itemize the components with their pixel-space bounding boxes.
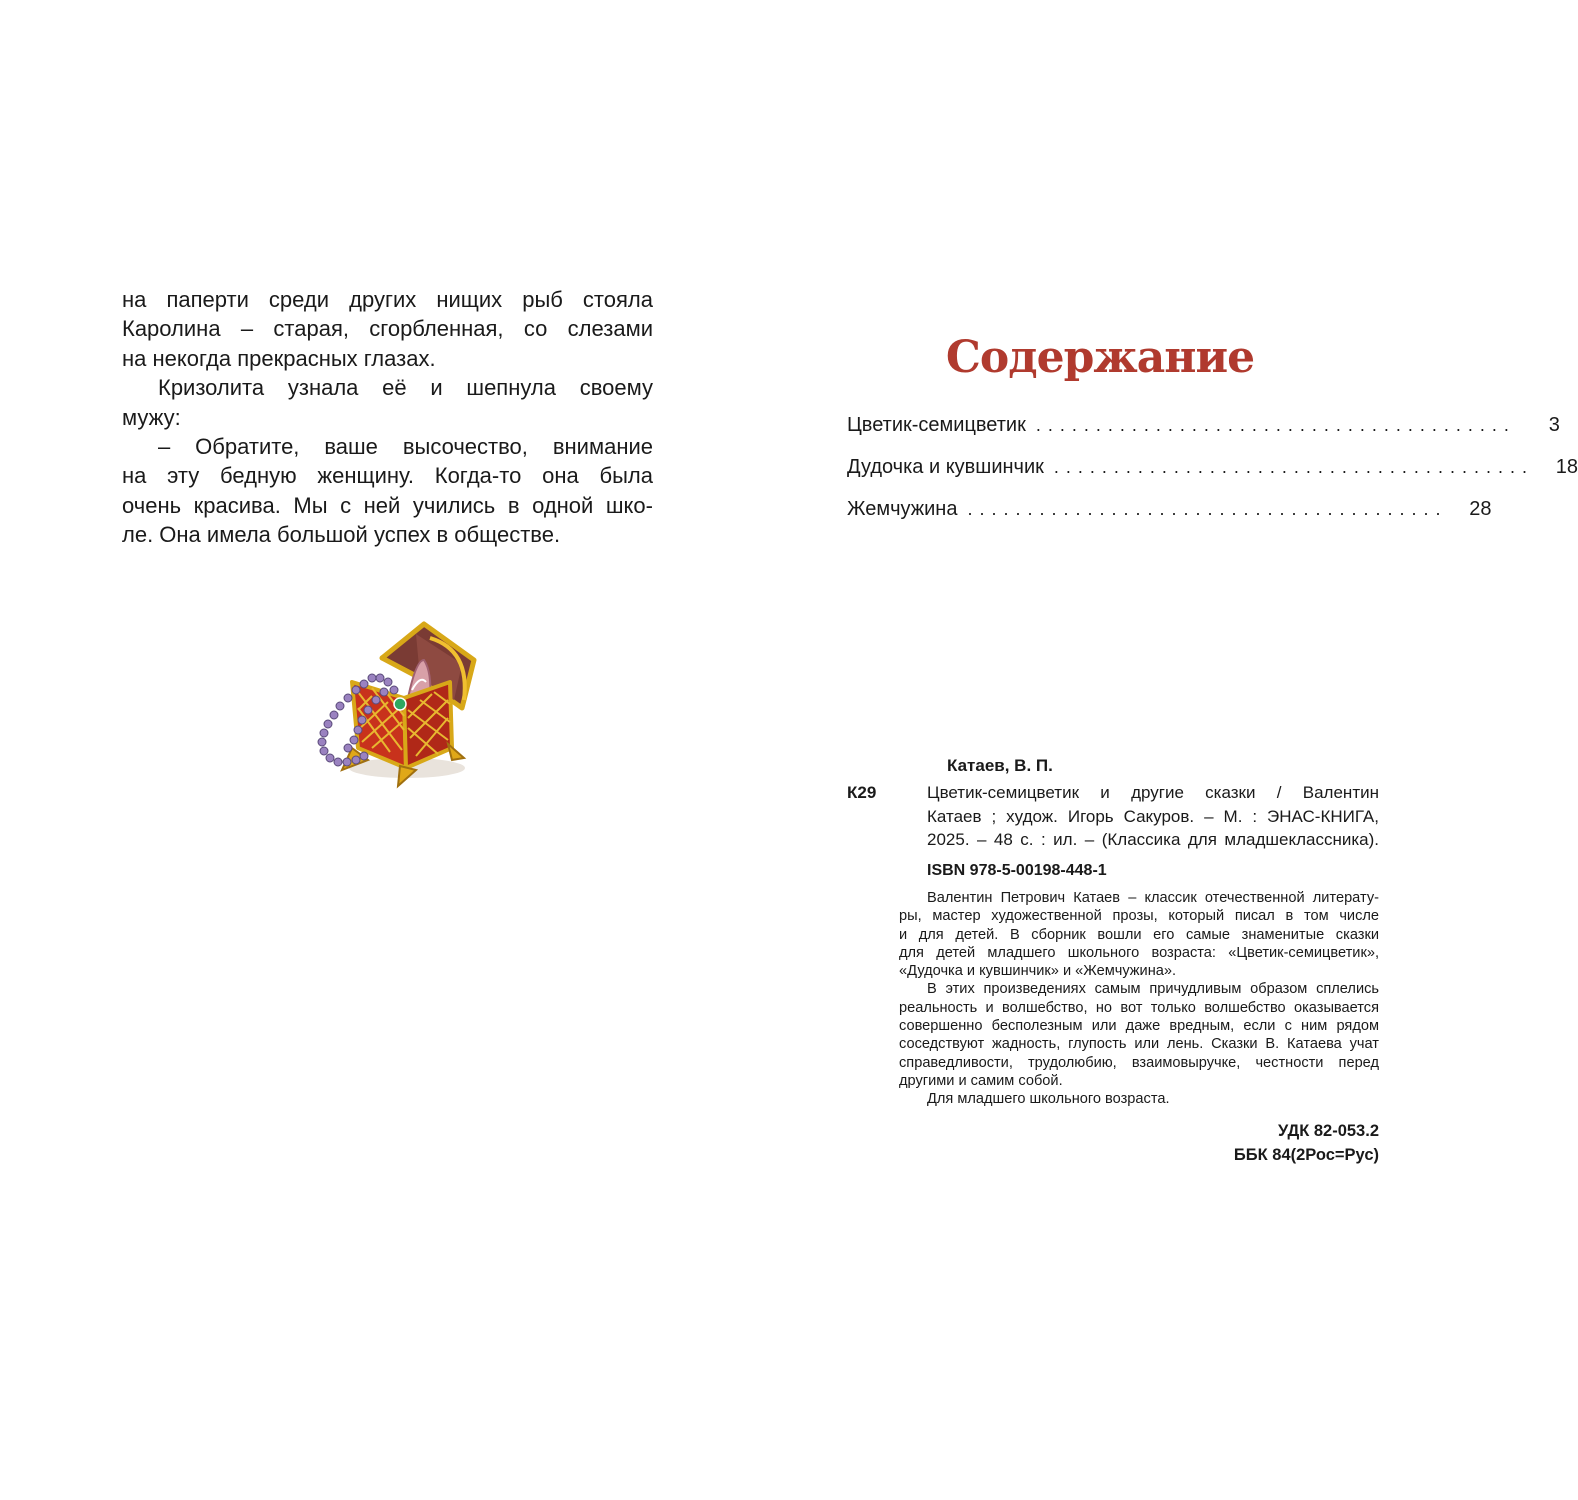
toc-entry[interactable] [847, 414, 1560, 456]
right-page [750, 0, 1578, 1500]
toc-entry-page: 28 [1469, 498, 1492, 520]
story-line: Каролина – старая, сгорбленная, со слезами [122, 316, 653, 342]
toc-entry-title: Дудочка и кувшинчик [847, 456, 1044, 478]
toc-leader-dots: ........................................ [1053, 457, 1534, 477]
story-text [122, 285, 653, 550]
toc-entry-title: Жемчужина [847, 498, 958, 520]
annotation-line: совершенно бесполезным или даже вредным, если с ним рядом [899, 1018, 1379, 1035]
table-of-contents [847, 414, 1578, 540]
treasure-chest-with-pearls-icon [312, 620, 482, 790]
biblio-description-line: Катаев ; худож. Игорь Сакуров. – М. : ЭНАС-КНИГА, [927, 806, 1379, 826]
toc-leader-dots: ........................................ [1035, 415, 1516, 435]
biblio-author-code: К29 [847, 783, 877, 802]
annotation-line: и для детей. В сборник вошли его самые знаменитые сказки [899, 926, 1379, 943]
toc-entry-title: Цветик-семицветик [847, 414, 1026, 436]
story-line: на некогда прекрасных глазах. [122, 345, 436, 371]
annotation-line: Для младшего школьного возраста. [927, 1091, 1170, 1108]
annotation-line: реальность и волшебство, но вот только волшебство оказывается [899, 999, 1379, 1016]
biblio-description [927, 781, 1379, 852]
bbk-code: ББК 84(2Рос=Рус) [1233, 1146, 1379, 1164]
annotation-line: соседствуют жадность, глупость или лень. Сказки В. Катаева учат [899, 1036, 1379, 1053]
story-line: на паперти среди других нищих рыб стояла [122, 287, 653, 312]
toc-entry-page: 3 [1548, 414, 1560, 436]
biblio-author: Катаев, В. П. [947, 756, 1053, 775]
story-line: очень красива. Мы с ней учились в одной шко- [122, 492, 653, 518]
annotation-line: ры, мастер художественной прозы, который писал в том числе [899, 908, 1379, 925]
biblio-annotation [899, 889, 1379, 1109]
annotation-line: другими и самим собой. [899, 1072, 1063, 1089]
left-page [0, 0, 750, 1500]
story-line: – Обратите, ваше высочество, внимание [158, 434, 653, 460]
classification-codes [1234, 1119, 1379, 1167]
story-line: мужу: [122, 404, 181, 430]
annotation-line: Валентин Петрович Катаев – классик отечественной литерату- [927, 890, 1379, 906]
toc-entry[interactable] [847, 456, 1578, 498]
story-line: на эту бедную женщину. Когда-то она была [122, 463, 653, 489]
biblio-isbn: ISBN 978-5-00198-448-1 [927, 862, 1107, 879]
biblio-description-line: Цветик-семицветик и другие сказки / Валентин [927, 783, 1379, 802]
toc-leader-dots: ........................................ [967, 499, 1448, 519]
toc-title: Содержание [945, 332, 1255, 383]
toc-entry-page: 18 [1555, 456, 1578, 478]
udk-code: УДК 82-053.2 [1278, 1122, 1379, 1140]
annotation-line: «Дудочка и кувшинчик» и «Жемчужина». [899, 963, 1177, 980]
annotation-line: для детей младшего школьного возраста: «Цветик-семицветик», [899, 944, 1379, 961]
toc-entry[interactable] [847, 498, 1492, 540]
annotation-line: В этих произведениях самым причудливым образом сплелись [927, 981, 1379, 998]
annotation-line: справедливости, трудолюбию, взаимовыручке, честности перед [899, 1054, 1379, 1071]
biblio-description-line: 2025. – 48 с. : ил. – (Классика для младшеклассника). [927, 830, 1379, 849]
story-line: Кризолита узнала её и шепнула своему [158, 375, 653, 401]
story-line: ле. Она имела большой успех в обществе. [122, 522, 561, 548]
